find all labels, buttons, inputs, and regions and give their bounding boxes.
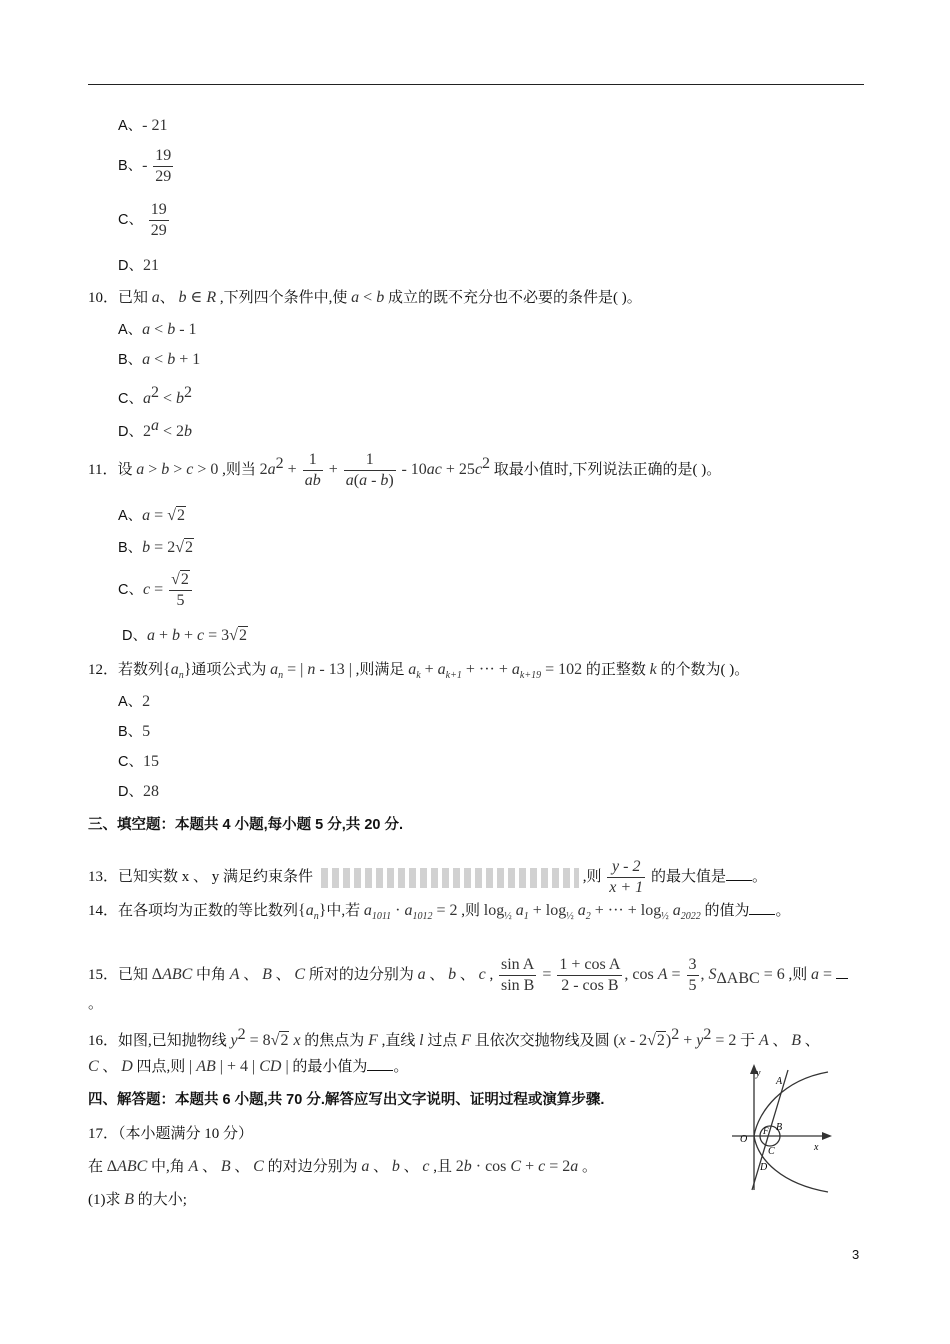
q11-option-d: D、a + b + c = 3√2	[122, 627, 247, 644]
fig-label-d: D	[760, 1162, 768, 1173]
q15-answer-blank[interactable]	[836, 964, 848, 979]
fig-label-o: O	[740, 1134, 748, 1145]
q13-stem: 13．已知实数 x 、 y 满足约束条件 ,则 $\frac{y - 2}{x + 1}$ 的最大值是 。	[88, 858, 767, 896]
q12-option-d: D、28	[118, 783, 159, 800]
q11-option-a: A、a = √2	[118, 507, 185, 524]
q12-option-a: A、2	[118, 693, 151, 710]
q10-stem: 10．已知 a、 b ∈ R ,下列四个条件中,使 a < b 成立的既不充分也不必要的条件是( )。	[88, 289, 642, 306]
q14-answer-blank[interactable]	[749, 900, 775, 915]
q9-option-b: B、- $\frac{19}{29}$	[118, 147, 172, 185]
constraint-system-image	[321, 868, 579, 888]
q9-option-d: D、21	[118, 257, 159, 274]
q10-option-d: D、$2^a < 2b$	[118, 417, 193, 440]
q9-option-a: A、- 21	[118, 117, 168, 134]
q13-answer-blank[interactable]	[726, 866, 752, 881]
fig-label-a: A	[776, 1076, 783, 1087]
page-number: 3	[852, 1247, 860, 1262]
section-3-heading: 三、填空题：本题共 4 小题,每小题 5 分,共 20 分.	[88, 817, 404, 833]
fig-label-f: F	[763, 1126, 769, 1136]
q17-stem: 在 ΔABC 中,角 A 、 B 、 C 的对边分别为 a 、 b 、 c ,且 2b · cos C + c = 2a 。	[88, 1158, 597, 1175]
q10-option-a: A、a < b - 1	[118, 321, 197, 338]
q17-header: 17．（本小题满分 10 分）	[88, 1126, 254, 1142]
q11-option-c: C、c = $\frac{√2}{5}$	[118, 570, 194, 611]
q15-stem: 15．已知 ΔABC 中角 A 、 B 、 C 所对的边分别为 a 、 b 、 c , $\frac{\text{sin A}}{\text{sin B}}$ = $\frac{\text{1 + cos A}}{\text{2 - cos B}}$ , cos A = $\frac{3}{5}$ , $S_{\Delta ABC} = 6$ ,则 a =	[88, 955, 848, 996]
q9-option-c: C、 $\frac{19}{29}$	[118, 201, 167, 239]
q17-part1: (1)求 B 的大小;	[88, 1191, 187, 1208]
fig-label-b: B	[776, 1122, 783, 1133]
q10-option-c: C、$a^2 < b^2$	[118, 384, 193, 407]
fig-label-c: C	[768, 1146, 775, 1157]
q12-option-c: C、15	[118, 753, 159, 770]
parabola-circle-figure	[712, 1062, 842, 1194]
q16-line1: 16．如图,已知抛物线 $y^2 = 8√2$ x 的焦点为 F ,直线 l 过点 F 且依次交抛物线及圆 $(x - 2√2)^2 + y^2 = 2$ 于 A 、 B 、	[88, 1026, 820, 1049]
header-rule	[88, 84, 864, 85]
q11-stem: 11．设 a > b > c > 0 ,则当 $2a^2$ + $\frac{1}{ab}$ + $\frac{1}{a(a - b)}$ - $10ac + 25c^2$ 取最小值时,下列说法正确的是( )。	[88, 451, 722, 489]
q10-option-b: B、a < b + 1	[118, 351, 201, 368]
q15-tail: 。	[88, 996, 104, 1012]
q11-option-b: B、b = 2√2	[118, 539, 193, 556]
fig-label-x: x	[814, 1142, 819, 1153]
q14-stem: 14．在各项均为正数的等比数列$\{a_n\}$中,若 $a_{1011} \cdot a_{1012} = 2$ ,则 $\log_{\frac{1}{2}} a_1 + \log_{\frac{1}{2}} a_2$ + ··· + $\log_{\frac{1}{2}} a_{2022}$ 的值为 。	[88, 902, 791, 923]
fig-label-y: y	[756, 1068, 761, 1079]
q16-answer-blank[interactable]	[367, 1056, 393, 1071]
q12-stem: 12．若数列$\{a_n\}$通项公式为 $a_n$ = | n - 13 | ,则满足 $a_k + a_{k+1}$ + ··· + $a_{k+19} = 102$ 的正整数 k 的个数为( )。	[88, 661, 750, 682]
q12-option-b: B、5	[118, 723, 151, 740]
q16-line2: C 、 D 四点,则 | AB | + 4 | CD | 的最小值为 。	[88, 1058, 409, 1075]
section-4-heading: 四、解答题：本题共 6 小题,共 70 分.解答应写出文字说明、证明过程或演算步骤.	[88, 1092, 605, 1108]
